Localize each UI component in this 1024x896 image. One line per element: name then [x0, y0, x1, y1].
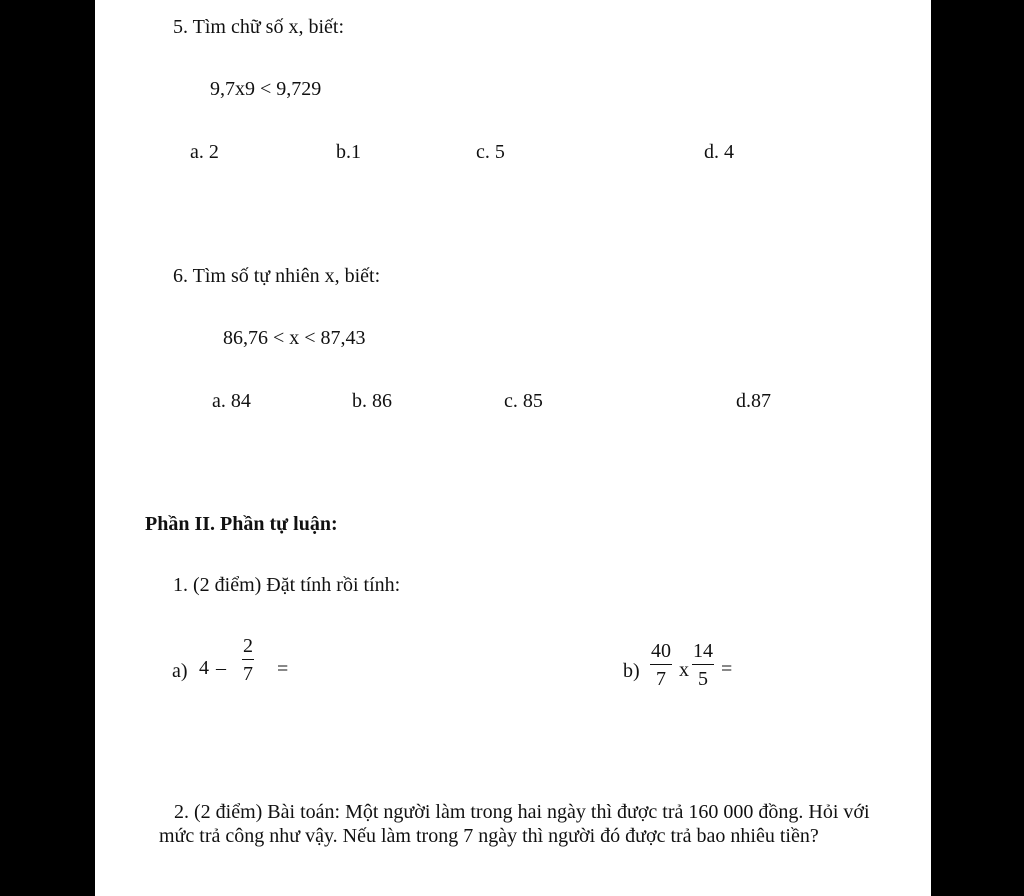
question-5-expression: 9,7x9 < 9,729: [210, 78, 322, 100]
question-5-option-b: b.1: [336, 141, 361, 163]
problem-1b-label: b): [623, 660, 640, 682]
question-5-title: 5. Tìm chữ số x, biết:: [173, 16, 345, 38]
part-2-heading: Phần II. Phần tự luận:: [145, 513, 338, 535]
problem-1a-denominator: 7: [243, 663, 253, 685]
problem-1b-numerator-2: 14: [693, 640, 713, 662]
problem-1b-equals: =: [721, 658, 733, 680]
problem-1b-fraction-2: [692, 641, 714, 689]
question-6-expression: 86,76 < x < 87,43: [223, 327, 366, 349]
question-5-option-a: a. 2: [190, 141, 219, 163]
problem-1b-numerator-1: 40: [651, 640, 671, 662]
problem-1b-fraction-1: [650, 641, 672, 689]
problem-1a-minus-sign: –: [216, 657, 226, 679]
question-5-option-d: d. 4: [704, 141, 734, 163]
problem-1b-times-sign: x: [679, 659, 689, 681]
question-6-option-a: a. 84: [212, 390, 251, 412]
problem-2-text: 2. (2 điểm) Bài toán: Một người làm trong hai ngày thì được trả 160 000 đồng. Hỏi với mức trả công như vậy. Nếu làm trong 7 ngày thì người đó được trả bao nhiêu tiền?: [159, 801, 870, 847]
problem-1-title: 1. (2 điểm) Đặt tính rồi tính:: [173, 574, 401, 596]
problem-1a-whole-number: 4: [199, 657, 209, 679]
problem-1a-numerator: 2: [243, 635, 253, 657]
question-5-option-c: c. 5: [476, 141, 505, 163]
problem-1a-fraction: [242, 636, 254, 684]
document-page: [95, 0, 931, 896]
question-6-option-d: d.87: [736, 390, 771, 412]
problem-1a-label: a): [172, 660, 188, 682]
question-6-option-b: b. 86: [352, 390, 392, 412]
question-6-title: 6. Tìm số tự nhiên x, biết:: [173, 265, 381, 287]
question-6-option-c: c. 85: [504, 390, 543, 412]
problem-1a-equals: =: [277, 658, 289, 680]
problem-1b-denominator-2: 5: [698, 668, 708, 690]
problem-1b-denominator-1: 7: [656, 668, 666, 690]
